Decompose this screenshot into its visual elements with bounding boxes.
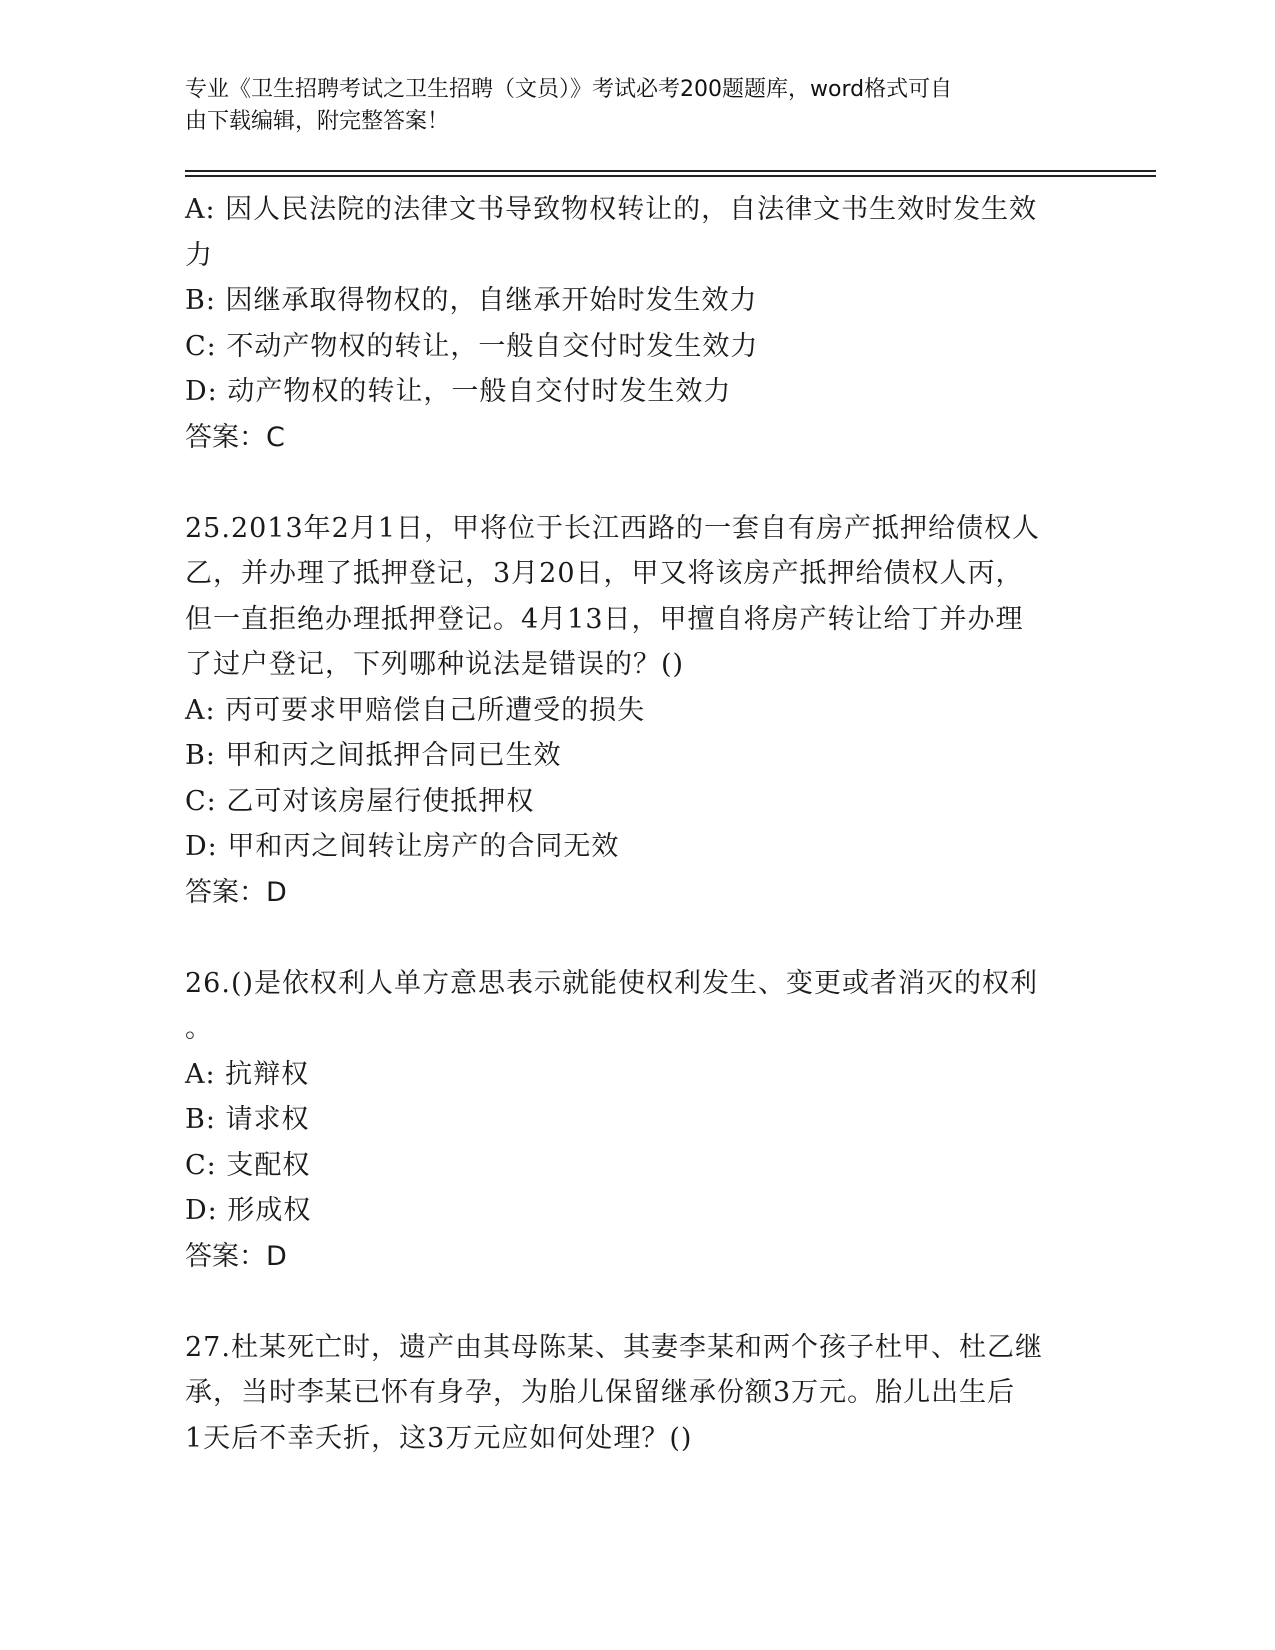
- question-25-block: [185, 506, 1085, 916]
- q25-stem-line-3: 但一直拒绝办理抵押登记。4月13日，甲擅自将房产转让给丁并办理: [185, 603, 1024, 635]
- header-divider-bottom: [185, 175, 1156, 177]
- spacer: [185, 1279, 1085, 1325]
- q25-answer: 答案：D: [185, 876, 287, 908]
- q24-option-c: C: 不动产物权的转让，一般自交付时发生效力: [185, 330, 759, 362]
- q26-option-b: B: 请求权: [185, 1104, 310, 1135]
- question-27-block: [185, 1325, 1085, 1462]
- q25-option-a: A: 丙可要求甲赔偿自己所遭受的损失: [185, 694, 646, 726]
- document-header: [185, 74, 1085, 138]
- q27-stem-line-1: 27.杜某死亡时，遗产由其母陈某、其妻李某和两个孩子杜甲、杜乙继: [185, 1331, 1043, 1363]
- q24-answer: 答案：C: [185, 421, 285, 453]
- q25-option-c: C: 乙可对该房屋行使抵押权: [185, 785, 535, 817]
- q26-option-a: A: 抗辩权: [185, 1058, 310, 1090]
- q24-option-a-line-2: 力: [185, 239, 213, 271]
- question-content: [185, 187, 1085, 1461]
- q26-option-c: C: 支配权: [185, 1149, 311, 1181]
- q25-option-d: D: 甲和丙之间转让房产的合同无效: [185, 831, 620, 862]
- spacer: [185, 460, 1085, 506]
- header-title-line-1: 专业《卫生招聘考试之卫生招聘（文员）》考试必考200题题库，word格式可自: [185, 77, 953, 102]
- q25-stem-line-4: 了过户登记，下列哪种说法是错误的？(): [185, 649, 685, 680]
- q27-stem-line-2: 承，当时李某已怀有身孕，为胎儿保留继承份额3万元。胎儿出生后: [185, 1377, 1016, 1408]
- q26-stem-line-1: 26.()是依权利人单方意思表示就能使权利发生、变更或者消灭的权利: [185, 967, 1039, 999]
- question-26-block: [185, 961, 1085, 1280]
- q24-option-b: B: 因继承取得物权的，自继承开始时发生效力: [185, 285, 758, 316]
- q24-option-d: D: 动产物权的转让，一般自交付时发生效力: [185, 376, 732, 407]
- q25-option-b: B: 甲和丙之间抵押合同已生效: [185, 740, 562, 771]
- question-24-block: [185, 187, 1085, 460]
- q26-answer: 答案：D: [185, 1240, 287, 1272]
- q26-option-d: D: 形成权: [185, 1195, 312, 1226]
- q24-option-a-line-1: A: 因人民法院的法律文书导致物权转让的，自法律文书生效时发生效: [185, 194, 1038, 225]
- q25-stem-line-2: 乙，并办理了抵押登记，3月20日，甲又将该房产抵押给债权人丙，: [185, 558, 1024, 589]
- q27-stem-line-3: 1天后不幸夭折，这3万元应如何处理？(): [185, 1422, 693, 1454]
- header-title-line-2: 由下载编辑，附完整答案！: [185, 109, 450, 134]
- q25-stem-line-1: 25.2013年2月1日，甲将位于长江西路的一套自有房产抵押给债权人: [185, 512, 1041, 544]
- q26-stem-line-2: 。: [185, 1013, 213, 1044]
- header-divider-top: [185, 170, 1156, 172]
- spacer: [185, 915, 1085, 961]
